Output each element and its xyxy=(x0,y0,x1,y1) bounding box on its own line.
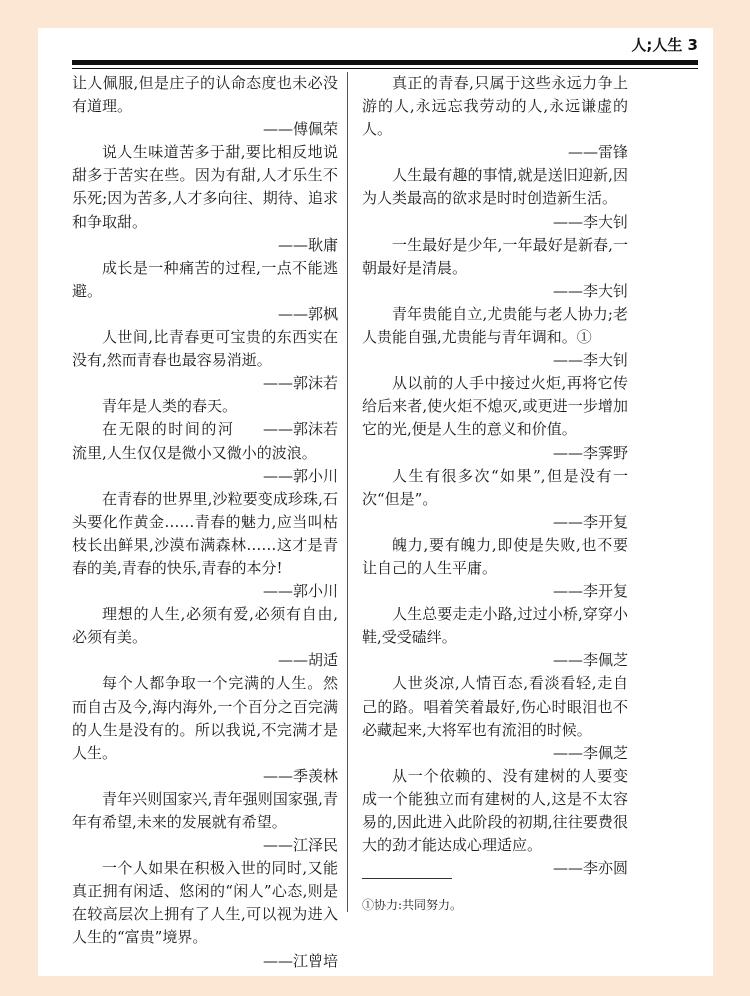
quote-text-content: 一生最好是少年,一年最好是新春,一朝最好是清晨。 xyxy=(362,235,628,277)
quote-text-content: 从以前的人手中接过火炬,再将它传给后来者,使火炬不熄灭,或更进一步增加它的光,便是人生的意义和价值。 xyxy=(362,374,628,439)
quote-text-content: 让人佩服,但是庄子的认命态度也未必没有道理。 xyxy=(72,74,338,116)
quote-text xyxy=(362,465,628,511)
footnote: ①协力:共同努力。 xyxy=(362,898,463,912)
header-rule-thin xyxy=(72,68,698,69)
quote-text-content: 青年是人类的春天。 xyxy=(102,397,238,416)
quote-author: ——李霁野 xyxy=(552,443,628,462)
quote-block xyxy=(72,488,338,603)
quote-text xyxy=(362,372,628,441)
quote-text-content: 青年贵能自立,尤贵能与老人协力;老人贵能自强,尤贵能与青年调和。① xyxy=(362,304,628,347)
quote-author: ——李佩芝 xyxy=(552,651,628,670)
quote-author: ——江曾培 xyxy=(262,951,338,970)
quote-text-content: 一个人如果在积极入世的同时,又能真正拥有闲适、悠闲的“闲人”心态,则是在较高层次上拥有了人生,可以视为进入人生的“富贵”境界。 xyxy=(72,859,338,947)
quote-block xyxy=(362,672,628,764)
quote-author: ——李开复 xyxy=(552,582,628,601)
quote-author: ——李大钊 xyxy=(552,212,628,231)
quote-author: ——李大钊 xyxy=(552,351,628,370)
quote-block xyxy=(72,141,338,256)
quote-text xyxy=(72,257,338,303)
quote-text-content: 成长是一种痛苦的过程,一点不能逃避。 xyxy=(72,258,338,300)
quote-block xyxy=(362,303,628,372)
footnote-rule xyxy=(362,878,452,879)
quote-text-content: 人生有很多次“如果”,但是没有一次“但是”。 xyxy=(362,466,628,508)
quote-text-content: 从一个依赖的、没有建树的人要变成一个能独立而有建树的人,这是不太容易的,因此进入此阶段的初期,往往要费很大的劲才能达成心理适应。 xyxy=(362,766,628,855)
quote-text-content: 说人生味道苦多于甜,要比相反地说甜多于苦实在些。因为有甜,人才乐生不乐死;因为苦多,人才多向往、期待、追求和争取甜。 xyxy=(72,143,338,231)
quote-author: ——李亦圆 xyxy=(552,859,628,878)
quote-author: ——雷锋 xyxy=(567,143,628,162)
quote-block xyxy=(362,164,628,233)
quote-author: ——郭枫 xyxy=(277,304,338,323)
quote-author: ——郭沫若 xyxy=(262,420,338,439)
quote-block xyxy=(362,465,628,534)
quote-block xyxy=(72,857,338,972)
quote-text xyxy=(362,72,628,141)
quote-author: ——李开复 xyxy=(552,512,628,531)
quote-text xyxy=(362,234,628,280)
quote-text xyxy=(72,395,338,439)
quote-author: ——李佩芝 xyxy=(552,743,628,762)
quote-text-content: 在无限的时间的河流里,人生仅仅是微小又微小的波浪。 xyxy=(72,420,317,462)
quote-block xyxy=(362,234,628,303)
quote-block xyxy=(72,326,338,395)
quote-text-content: 在青春的世界里,沙粒要变成珍珠,石头要化作黄金……青春的魅力,应当叫枯枝长出鲜果,沙漠布满森林……这才是青春的美,青春的快乐,青春的本分! xyxy=(72,489,338,577)
quote-text xyxy=(72,672,338,764)
quote-text-content: 理想的人生,必须有爱,必须有自由,必须有美。 xyxy=(72,605,338,647)
quote-text xyxy=(72,326,338,372)
quote-text-content: 人世炎凉,人情百态,看淡看轻,走自己的路。唱着笑着最好,伤心时眼泪也不必藏起来,大将军也有流泪的时候。 xyxy=(362,674,628,739)
quote-text xyxy=(362,303,628,349)
quote-author: ——胡适 xyxy=(277,651,338,670)
quote-text-content: 每个人都争取一个完满的人生。然而自古及今,海内海外,一个百分之百完满的人生是没有的。所以我说,不完满才是人生。 xyxy=(72,674,338,762)
quote-text xyxy=(72,72,338,118)
page-title: 人;人生 3 xyxy=(631,36,698,54)
quote-text xyxy=(362,765,628,857)
quote-author: ——郭小川 xyxy=(262,582,338,601)
quote-block xyxy=(362,372,628,464)
quote-text xyxy=(362,603,628,649)
quote-block xyxy=(72,72,338,141)
left-column xyxy=(72,72,338,973)
quote-block xyxy=(72,672,338,787)
quote-text xyxy=(362,534,628,580)
header-rule-thick xyxy=(72,60,698,65)
quote-block xyxy=(362,72,628,164)
quote-text xyxy=(72,857,338,949)
quote-block xyxy=(72,257,338,326)
quote-block xyxy=(72,603,338,672)
quote-text xyxy=(362,164,628,210)
quote-text-content: 人生最有趣的事情,就是送旧迎新,因为人类最高的欲求是时时创造新生活。 xyxy=(362,166,628,208)
page-header xyxy=(72,34,698,60)
quote-block xyxy=(362,765,628,880)
quote-author: ——傅佩荣 xyxy=(262,120,338,139)
quote-author: ——江泽民 xyxy=(262,836,338,855)
quote-text xyxy=(72,788,338,834)
quote-block xyxy=(362,603,628,672)
quote-text-content: 青年兴则国家兴,青年强则国家强,青年有希望,未来的发展就有希望。 xyxy=(72,789,338,831)
quote-text-content: 魄力,要有魄力,即使是失败,也不要让自己的人生平庸。 xyxy=(362,535,628,577)
quote-author: ——耿庸 xyxy=(277,235,338,254)
quote-text-content: 真正的青春,只属于这些永远力争上游的人,永远忘我劳动的人,永远谦虚的人。 xyxy=(362,74,628,139)
quote-block xyxy=(362,534,628,603)
quote-author: ——季羡林 xyxy=(262,766,338,785)
quote-text xyxy=(72,488,338,580)
quote-text-content: 人生总要走走小路,过过小桥,穿穿小鞋,受受磕绊。 xyxy=(362,605,628,647)
quote-author: ——李大钊 xyxy=(552,281,628,300)
quote-text xyxy=(362,672,628,741)
quote-block xyxy=(72,788,338,857)
quote-author: ——郭小川 xyxy=(262,466,338,485)
quote-text xyxy=(72,141,338,233)
quote-text-content: 人世间,比青春更可宝贵的东西实在没有,然而青春也最容易消逝。 xyxy=(72,328,338,370)
quote-block xyxy=(72,395,338,439)
quote-author: ——郭沫若 xyxy=(262,374,338,393)
right-column xyxy=(362,72,628,880)
column-divider xyxy=(347,72,348,912)
quote-text xyxy=(72,603,338,649)
